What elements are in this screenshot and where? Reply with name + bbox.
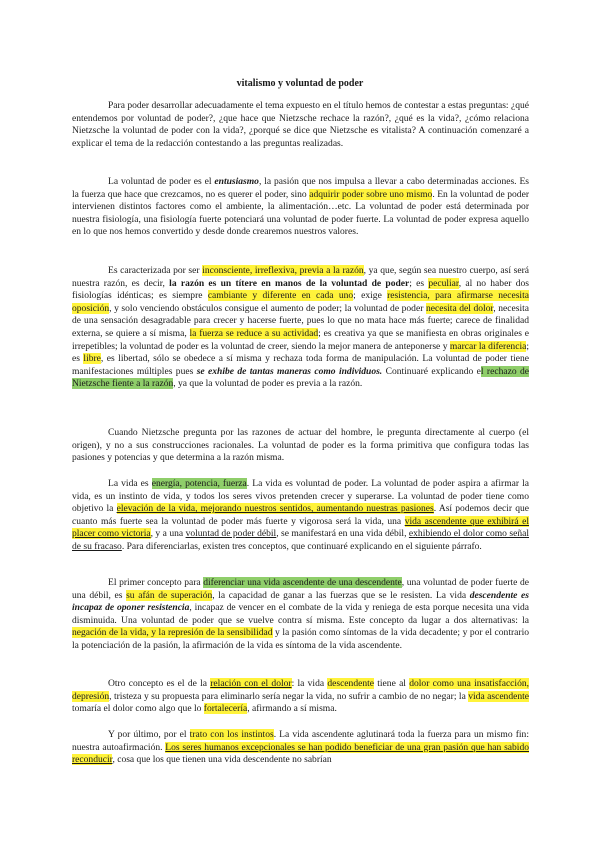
text-run: dolor como una insatisfacción, depresión — [72, 678, 530, 702]
text-run: . Así podemos decir que cuanto más fuerte sea la voluntad de poder más fuerte y vigorosa será la vida, una — [72, 503, 529, 527]
text-run: libre — [83, 353, 101, 365]
text-run: vida ascendente que exhibirá el placer como victoria — [72, 515, 530, 540]
text-run: . La vida es voluntad de poder. La voluntad de poder aspira a afirmar la vida, es un instinto de vida, y todos los seres vivos pretenden crecer y superarse. La voluntad de poder tiene como objetivo la — [72, 478, 530, 515]
paragraph-caracteristicas — [72, 265, 529, 391]
text-run: la fuerza se reduce a su actividad — [189, 327, 319, 339]
text-run: necesita del dolor — [425, 302, 494, 314]
text-run: , y a una — [150, 528, 186, 540]
text-run: trato con los instintos — [189, 729, 274, 740]
text-run: , la pasión que nos impulsa a llevar a cabo determinadas acciones. Es la fuerza que hace que crezcamos, no es querer el poder, sino — [72, 176, 529, 200]
paragraph-dolor — [72, 678, 529, 716]
text-run: diferenciar una vida ascendente de una descendente — [203, 577, 402, 588]
text-run: vida ascendente — [468, 690, 529, 702]
text-run: . En la voluntad de poder intervienen distintos factores como el ambiente, la alimentación…etc. La voluntad de poder está determinada por nuestra fisiología, una fisiología fuerte potenciará una voluntad de poder fuerte. La voluntad de poder expresa aquello en lo que nos hemos convertido y desde donde crearemos nuestros valores. — [72, 188, 529, 238]
text-run: descendente — [327, 678, 374, 689]
text-run: Y por último, por el — [108, 729, 190, 740]
text-run: se exhibe de tantas maneras como individuos. — [196, 365, 383, 377]
text-run: : la vida — [291, 678, 328, 689]
text-run: , tristeza y su propuesta para eliminarlo sería negar la vida, no sufrir a cambio de no negar; la — [109, 690, 469, 702]
paragraph-intro — [72, 100, 529, 150]
paragraph-voluntad-definicion — [72, 176, 529, 239]
text-run: , al no haber dos fisiologías idénticas; es siempre — [72, 277, 529, 302]
text-run: , la capacidad de ganar a las fuerzas que se le resisten. La vida — [212, 589, 470, 601]
text-run: relación con el dolor — [210, 678, 292, 689]
text-run: elevación de la vida, mejorando nuestros sentidos, aumentando nuestras pasiones — [116, 503, 434, 515]
text-run: ; exige — [353, 290, 388, 302]
paragraph-primer-concepto — [72, 577, 529, 653]
text-run: peculiar — [428, 277, 459, 289]
text-run: tiene al — [374, 678, 410, 689]
text-run: , y solo venciendo obstáculos consigue el aumento de poder; la voluntad de poder — [109, 302, 426, 314]
document-title: vitalismo y voluntad de poder — [236, 78, 364, 89]
text-run: ; es — [72, 340, 529, 365]
text-run: La voluntad de poder es el — [108, 176, 215, 187]
text-run: ; es creativa ya que se manifiesta en obras originales e irrepetibles; la voluntad de poder es la voluntad de creer, siendo la mejor manera de anteponerse y — [72, 327, 529, 352]
text-run: descendente es incapaz de oponer resistencia — [72, 589, 529, 614]
text-run: La vida es — [108, 478, 152, 489]
text-run: exhibiendo el dolor como señal de su fracaso — [72, 528, 529, 552]
text-run: . Para diferenciarlas, existen tres conceptos, que continuaré explicando en el siguiente párrafo. — [121, 540, 482, 552]
text-run: , es libertad, sólo se obedece a sí misma y rechaza toda forma de manipulación. La voluntad de poder tiene manifestaciones múltiples pues — [72, 353, 530, 377]
text-run: , se manifestará en una vida débil, — [276, 528, 409, 540]
text-run: entusiasmo — [214, 176, 259, 187]
text-run: energía, potencia, fuerza — [151, 478, 247, 489]
text-run: voluntad de poder débil — [185, 528, 277, 540]
text-run: . La vida ascendente aglutinará toda la fuerza para un mismo fin: nuestra autoafirmación. — [72, 729, 529, 753]
text-run: ; es — [409, 277, 429, 289]
text-run: l rechazo de Nietzsche fiente a la razón — [72, 365, 529, 390]
text-run: cambiante y diferente en cada uno — [207, 290, 354, 302]
text-run: negación de la vida, y la represión de la sensibilidad — [72, 627, 273, 639]
text-run: Cuando Nietzsche pregunta por las razones de actuar del hombre, le pregunta directamente al cuerpo (el origen), y no a sus construcciones racionales. La voluntad de poder es la forma primitiva que configura todas las pasiones y potencias y que determina a la razón misma. — [72, 427, 529, 464]
text-run: , cosa que los que tienen una vida descendente no sabrían — [112, 754, 332, 766]
text-run: Los seres humanos excepcionales se han podido beneficiar de una gran pasión que han sabido reconducir — [72, 741, 529, 766]
paragraph-cuerpo — [72, 427, 529, 465]
text-run: El primer concepto para — [108, 577, 204, 588]
text-run: , una voluntad de poder fuerte de una débil, es — [72, 577, 529, 601]
text-run: su afán de superación — [126, 589, 213, 601]
text-run: , afirmando a sí misma. — [247, 703, 337, 715]
text-run: inconsciente, irreflexiva, previa a la razón — [202, 265, 364, 276]
text-run: y la pasión como síntomas de la vida decadente; y por el contrario la potenciación de la pasión, la afirmación de la vida es síntoma de la vida ascendente. — [72, 627, 529, 651]
text-run: la razón es un títere en manos de la voluntad de poder — [169, 277, 410, 289]
text-run: fortalecería — [203, 703, 248, 715]
paragraph-vida — [72, 478, 529, 554]
text-run: , ya que la voluntad de poder es previa a la razón. — [173, 378, 363, 390]
text-run: , incapaz de vencer en el combate de la vida y reniega de esta porque necesita una vida disminuida. Una voluntad de poder que se vuelve contra sí misma. Este concepto da lugar a dos alternativas: la — [72, 602, 529, 626]
text-run: , ya que, según sea nuestro cuerpo, así será nuestra razón, es decir, — [72, 265, 529, 289]
text-run: Para poder desarrollar adecuadamente el tema expuesto en el título hemos de contestar a estas preguntas: ¿qué entendemos por voluntad de poder?, ¿que hace que Nietzsche rechace la razón?, ¿qué es la vida?, ¿cómo relaciona Nietzsche la voluntad de poder con la vida?, ¿porqué se dice que Nietzsche es vitalista? A continuación comenzaré a explicar el tema de la redacción contestando a las preguntas realizadas. — [72, 100, 529, 149]
paragraph-instintos — [72, 729, 529, 767]
text-run: , necesita de una sensación desagradable para crecer y hacerse fuerte, pues lo que no mata hace más fuerte; carece de finalidad externa, se quiere a sí misma, — [72, 302, 529, 339]
text-run: Es caracterizada por ser — [108, 265, 203, 276]
text-run: marcar la diferencia — [449, 340, 527, 352]
text-run: tomaría el dolor como algo que lo — [72, 703, 204, 715]
text-run: Continuaré explicando e — [382, 365, 481, 377]
text-run: adquirir poder sobre uno mismo — [309, 188, 433, 200]
text-run: Otro concepto es el de la — [108, 678, 211, 689]
text-run: resistencia, para afirmarse necesita oposición — [72, 290, 529, 314]
